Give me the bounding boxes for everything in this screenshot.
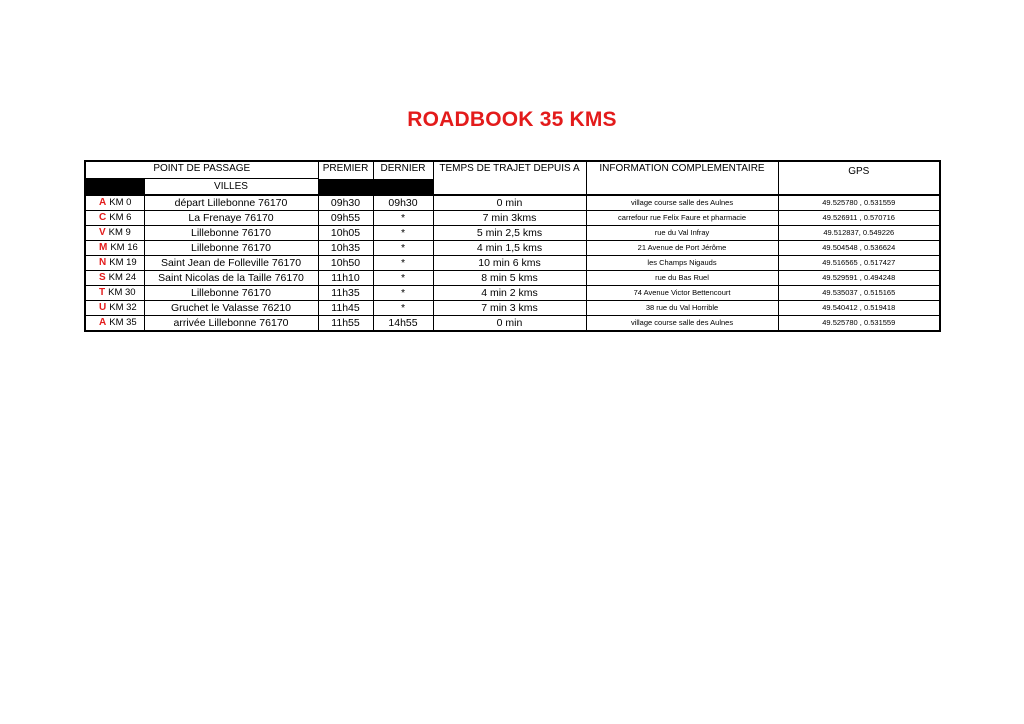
ville-cell: départ Lillebonne 76170	[144, 195, 318, 211]
header-point-de-passage: POINT DE PASSAGE	[85, 161, 318, 179]
table-row	[85, 256, 940, 271]
temps-cell: 4 min 1,5 kms	[433, 241, 586, 256]
gps-cell: 49.512837, 0.549226	[778, 226, 940, 241]
premier-cell: 11h35	[318, 286, 373, 301]
gps-cell: 49.525780 , 0.531559	[778, 195, 940, 211]
temps-cell: 7 min 3kms	[433, 211, 586, 226]
premier-cell: 11h45	[318, 301, 373, 316]
gps-cell: 49.516565 , 0.517427	[778, 256, 940, 271]
header-gps: GPS	[778, 161, 940, 195]
ville-cell: arrivée Lillebonne 76170	[144, 316, 318, 332]
waypoint-letter: T	[99, 287, 106, 298]
gps-cell: 49.529591 , 0.494248	[778, 271, 940, 286]
ville-cell: Lillebonne 76170	[144, 286, 318, 301]
waypoint-km: KM 35	[109, 317, 137, 328]
info-cell: 21 Avenue de Port Jérôme	[586, 241, 778, 256]
waypoint-letter: N	[99, 257, 107, 268]
table-row	[85, 226, 940, 241]
waypoint-letter: A	[99, 197, 107, 208]
dernier-cell: 09h30	[373, 195, 433, 211]
header-premier: PREMIER	[318, 161, 373, 195]
dernier-cell: *	[373, 301, 433, 316]
info-cell: village course salle des Aulnes	[586, 316, 778, 332]
premier-cell: 10h35	[318, 241, 373, 256]
waypoint-km: KM 9	[108, 227, 131, 238]
info-cell: rue du Val Infray	[586, 226, 778, 241]
temps-cell: 5 min 2,5 kms	[433, 226, 586, 241]
gps-cell: 49.535037 , 0.515165	[778, 286, 940, 301]
waypoint-km: KM 16	[110, 242, 138, 253]
waypoint-km-cell	[85, 271, 144, 286]
table-row	[85, 271, 940, 286]
table-row	[85, 211, 940, 226]
info-cell: 38 rue du Val Horrible	[586, 301, 778, 316]
dernier-cell: *	[373, 286, 433, 301]
header-row-main	[85, 161, 940, 179]
waypoint-km-cell	[85, 211, 144, 226]
header-black-cell	[85, 179, 144, 196]
table-row	[85, 301, 940, 316]
gps-cell: 49.504548 , 0.536624	[778, 241, 940, 256]
dernier-cell: *	[373, 241, 433, 256]
info-cell: 74 Avenue Victor Bettencourt	[586, 286, 778, 301]
temps-cell: 10 min 6 kms	[433, 256, 586, 271]
gps-cell: 49.540412 , 0.519418	[778, 301, 940, 316]
ville-cell: Lillebonne 76170	[144, 226, 318, 241]
waypoint-km-cell	[85, 226, 144, 241]
header-dernier: DERNIER	[373, 161, 433, 195]
waypoint-km: KM 32	[109, 302, 137, 313]
premier-cell: 10h05	[318, 226, 373, 241]
waypoint-letter: U	[99, 302, 107, 313]
premier-cell: 10h50	[318, 256, 373, 271]
table-row	[85, 286, 940, 301]
header-temps-de-trajet: TEMPS DE TRAJET DEPUIS A	[433, 161, 586, 195]
info-cell: village course salle des Aulnes	[586, 195, 778, 211]
waypoint-letter: C	[99, 212, 107, 223]
waypoint-km-cell	[85, 195, 144, 211]
waypoint-letter: V	[99, 227, 106, 238]
temps-cell: 7 min 3 kms	[433, 301, 586, 316]
table-row	[85, 316, 940, 332]
premier-cell: 09h55	[318, 211, 373, 226]
temps-cell: 8 min 5 kms	[433, 271, 586, 286]
waypoint-km-cell	[85, 316, 144, 332]
table-row	[85, 241, 940, 256]
waypoint-km: KM 0	[109, 197, 132, 208]
waypoint-km-cell	[85, 301, 144, 316]
dernier-cell: *	[373, 226, 433, 241]
dernier-cell: *	[373, 256, 433, 271]
waypoint-letter: A	[99, 317, 107, 328]
waypoint-letter: M	[99, 242, 108, 253]
dernier-cell: *	[373, 271, 433, 286]
waypoint-km: KM 6	[109, 212, 132, 223]
document-title: ROADBOOK 35 KMS	[407, 108, 617, 131]
temps-cell: 0 min	[433, 316, 586, 332]
waypoint-letter: S	[99, 272, 106, 283]
roadbook-table	[84, 160, 941, 332]
waypoint-km: KM 24	[108, 272, 137, 283]
waypoint-km-cell	[85, 256, 144, 271]
premier-cell: 11h55	[318, 316, 373, 332]
premier-cell: 11h10	[318, 271, 373, 286]
waypoint-km: KM 30	[108, 287, 136, 298]
table-row	[85, 195, 940, 211]
ville-cell: Saint Nicolas de la Taille 76170	[144, 271, 318, 286]
info-cell: carrefour rue Felix Faure et pharmacie	[586, 211, 778, 226]
waypoint-km-cell	[85, 241, 144, 256]
gps-cell: 49.525780 , 0.531559	[778, 316, 940, 332]
header-information: INFORMATION COMPLEMENTAIRE	[586, 161, 778, 195]
gps-cell: 49.526911 , 0.570716	[778, 211, 940, 226]
header-villes: VILLES	[144, 179, 318, 196]
waypoint-km-cell	[85, 286, 144, 301]
info-cell: rue du Bas Ruel	[586, 271, 778, 286]
info-cell: les Champs Nigauds	[586, 256, 778, 271]
temps-cell: 0 min	[433, 195, 586, 211]
ville-cell: La Frenaye 76170	[144, 211, 318, 226]
temps-cell: 4 min 2 kms	[433, 286, 586, 301]
dernier-cell: *	[373, 211, 433, 226]
ville-cell: Saint Jean de Folleville 76170	[144, 256, 318, 271]
premier-cell: 09h30	[318, 195, 373, 211]
ville-cell: Gruchet le Valasse 76210	[144, 301, 318, 316]
ville-cell: Lillebonne 76170	[144, 241, 318, 256]
dernier-cell: 14h55	[373, 316, 433, 332]
waypoint-km: KM 19	[109, 257, 137, 268]
